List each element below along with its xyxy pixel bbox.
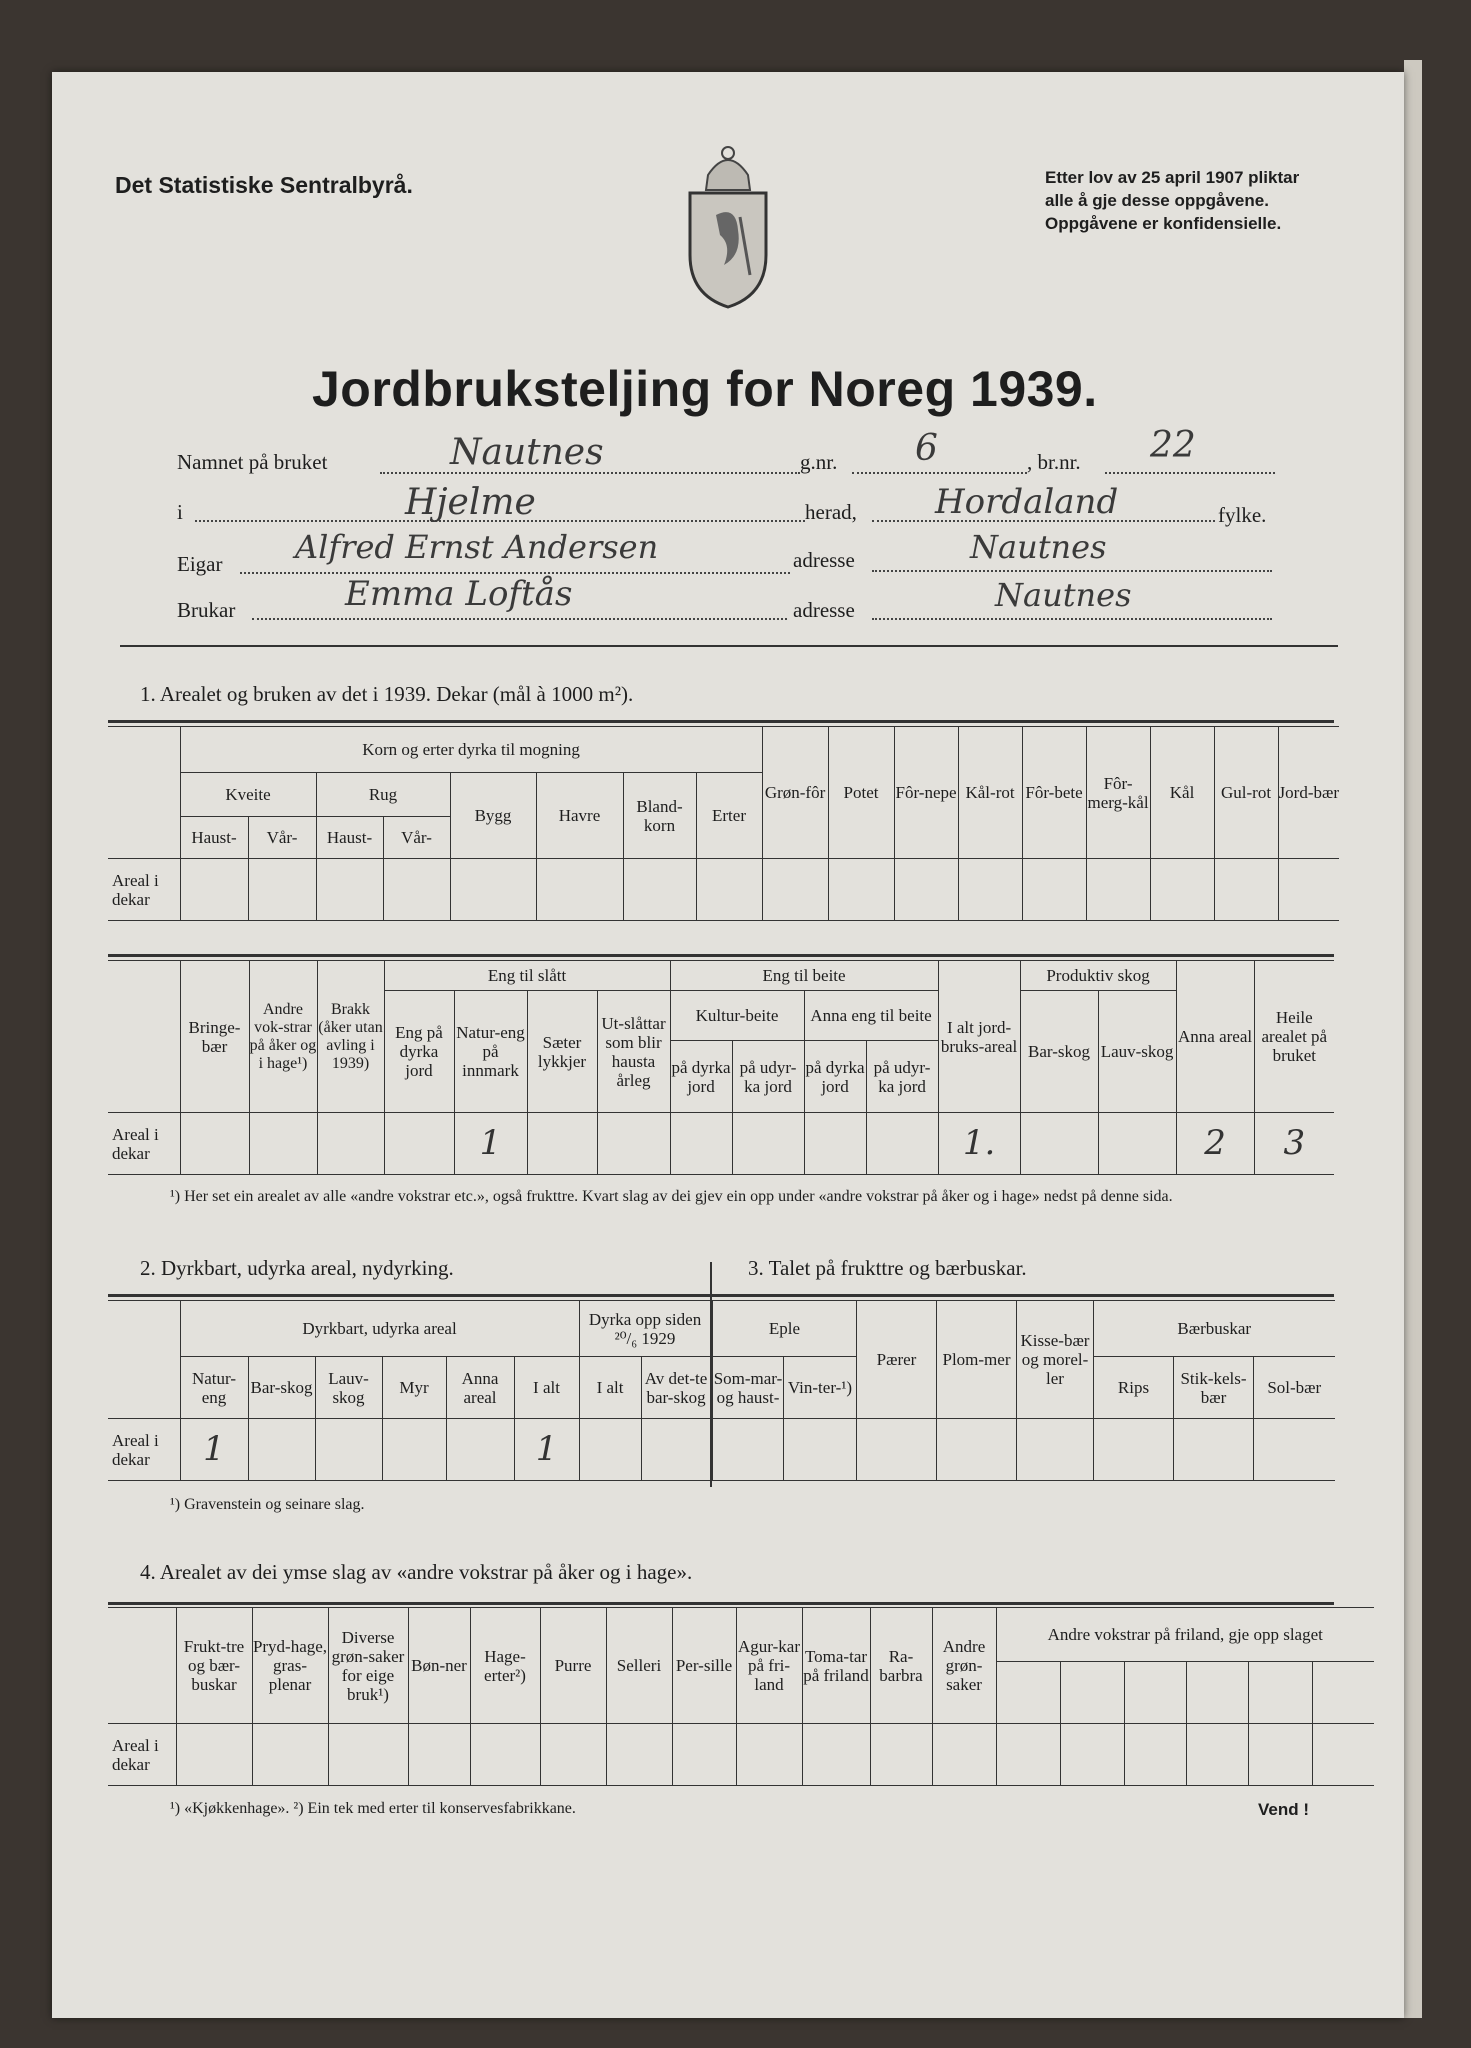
eigar-adresse-value[interactable]: Nautnes <box>970 528 1107 566</box>
cell[interactable] <box>446 1419 514 1481</box>
col-plommer: Plom-mer <box>937 1301 1017 1419</box>
slag-cell[interactable] <box>1060 1662 1124 1724</box>
cell[interactable] <box>1017 1419 1094 1481</box>
cell[interactable] <box>248 1419 315 1481</box>
col-i-alt: I alt <box>514 1357 579 1419</box>
kveite-header: Kveite <box>180 773 316 817</box>
cell[interactable] <box>670 1113 732 1175</box>
divider <box>120 645 1338 647</box>
col-kal: Kål <box>1150 727 1214 859</box>
col-blandkorn: Bland-korn <box>623 773 696 859</box>
section4-table <box>108 1607 1374 1786</box>
form-title: Jordbruksteljing for Noreg 1939. <box>312 361 1098 417</box>
col-naturleng: Natur-eng på innmark <box>454 991 527 1113</box>
col-selleri: Selleri <box>606 1608 672 1724</box>
legal-notice <box>1045 166 1299 235</box>
col-gulrot: Gul-rot <box>1214 727 1278 859</box>
section2-rule <box>108 1294 1334 1297</box>
col-saeter: Sæter lykkjer <box>527 991 597 1113</box>
cell[interactable] <box>1278 859 1339 921</box>
col-tomatar: Toma-tar på friland <box>802 1608 870 1724</box>
section4-title: 4. Arealet av dei ymse slag av «andre vokstrar på åker og i hage». <box>140 1560 693 1584</box>
fylke-value[interactable]: Hordaland <box>935 482 1119 522</box>
col-lauvskog: Lauv-skog <box>315 1357 382 1419</box>
dyrka-opp-header: Dyrka opp siden ²⁰/₆ 1929 <box>579 1301 711 1357</box>
section2-table <box>108 1300 712 1481</box>
cell[interactable] <box>672 1724 736 1786</box>
areal-label: Areal i dekar <box>108 859 180 921</box>
col-forbete: Fôr-bete <box>1022 727 1086 859</box>
brukar-adresse-line <box>872 618 1272 620</box>
slag-cell[interactable] <box>1312 1662 1374 1724</box>
col-brakk: Brakk (åker utan avling i 1939) <box>317 961 384 1113</box>
cell[interactable] <box>316 859 383 921</box>
areal-label: Areal i dekar <box>108 1113 180 1175</box>
slag-cell[interactable] <box>1186 1662 1248 1724</box>
row-label-header <box>108 1301 180 1419</box>
cell[interactable] <box>383 859 450 921</box>
kveite-var: Vår- <box>248 817 316 859</box>
baerbuskar-header: Bærbuskar <box>1094 1301 1335 1357</box>
eng-slatt-header: Eng til slått <box>384 961 670 991</box>
eigar-adresse-label: adresse <box>793 548 855 572</box>
cell[interactable] <box>1098 1113 1176 1175</box>
cell[interactable] <box>1248 1724 1312 1786</box>
cell[interactable] <box>762 859 828 921</box>
cell[interactable] <box>315 1419 382 1481</box>
col-anna-areal: Anna areal <box>1176 961 1254 1113</box>
col-naturleng: Natur-eng <box>180 1357 248 1419</box>
cell[interactable] <box>623 859 696 921</box>
cell[interactable] <box>1124 1724 1186 1786</box>
cell[interactable] <box>641 1419 711 1481</box>
section1-title: 1. Arealet og bruken av det i 1939. Dekar (mål à 1000 m²). <box>140 682 634 706</box>
cell[interactable] <box>252 1724 328 1786</box>
i-alt-value[interactable]: 1. <box>938 1113 1020 1175</box>
areal-label: Areal i dekar <box>108 1724 176 1786</box>
cell[interactable] <box>180 1113 249 1175</box>
brnr-label: , br.nr. <box>1027 450 1081 474</box>
andre-friland-header: Andre vokstrar på friland, gje opp slaget <box>996 1608 1374 1662</box>
slag-cell[interactable] <box>1124 1662 1186 1724</box>
namnet-label: Namnet på bruket <box>177 450 328 474</box>
col-formergkal: Fôr-merg-kål <box>1086 727 1150 859</box>
cell[interactable] <box>736 1724 802 1786</box>
brukar-adresse-value[interactable]: Nautnes <box>995 576 1132 614</box>
naturleng-value[interactable]: 1 <box>454 1113 527 1175</box>
brukar-label: Brukar <box>177 598 236 622</box>
cell[interactable] <box>527 1113 597 1175</box>
cell[interactable] <box>1020 1113 1098 1175</box>
cell[interactable] <box>384 1113 454 1175</box>
col-anna-areal: Anna areal <box>446 1357 514 1419</box>
cell[interactable] <box>328 1724 408 1786</box>
section3-footnote: ¹) Gravenstein og seinare slag. <box>170 1496 365 1513</box>
col-eng-dyrka: Eng på dyrka jord <box>384 991 454 1113</box>
col-dyrka-i-alt: I alt <box>579 1357 641 1419</box>
legal-line-1: Etter lov av 25 april 1907 pliktar <box>1045 168 1300 187</box>
col-rabarbra: Ra-barbra <box>870 1608 932 1724</box>
col-solbaer: Sol-bær <box>1254 1357 1335 1419</box>
kulturbeite-header: Kultur-beite <box>670 991 804 1041</box>
cell[interactable] <box>470 1724 540 1786</box>
cell[interactable] <box>1312 1724 1374 1786</box>
slag-cell[interactable] <box>1248 1662 1312 1724</box>
cell[interactable] <box>536 859 623 921</box>
col-bringebaer: Bringe-bær <box>180 961 249 1113</box>
col-av-dette: Av det-te bar-skog <box>641 1357 711 1419</box>
page-edge <box>1404 60 1422 2018</box>
eigar-adresse-line <box>872 570 1272 572</box>
cell[interactable] <box>894 859 958 921</box>
cell[interactable] <box>996 1724 1060 1786</box>
cell[interactable] <box>606 1724 672 1786</box>
row-label-header <box>108 1608 176 1724</box>
cell[interactable] <box>784 1419 857 1481</box>
col-kisseber: Kisse-bær og morel-ler <box>1017 1301 1094 1419</box>
col-agurkar: Agur-kar på fri-land <box>736 1608 802 1724</box>
cell[interactable] <box>732 1113 804 1175</box>
cell[interactable] <box>1186 1724 1248 1786</box>
col-gronfor: Grøn-fôr <box>762 727 828 859</box>
brnr-value[interactable]: 22 <box>1150 425 1196 466</box>
anna-eng-header: Anna eng til beite <box>804 991 938 1041</box>
kultur-dyrka: på dyrka jord <box>670 1041 732 1113</box>
herad-value[interactable]: Hjelme <box>405 482 536 523</box>
section4-footnote: ¹) «Kjøkkenhage». ²) Ein tek med erter til konservesfabrikkane. <box>170 1800 576 1817</box>
section1-footnote: ¹) Her set ein arealet av alle «andre vokstrar etc.», også frukttre. Kvart slag av dei gjev ein opp under «andre vokstrar på åker og i hage» nedst på denne sida. <box>170 1188 1173 1205</box>
coat-of-arms-icon <box>680 135 776 310</box>
cell[interactable] <box>1086 859 1150 921</box>
vend-label: Vend ! <box>1258 1800 1310 1819</box>
col-rips: Rips <box>1094 1357 1174 1419</box>
namnet-value[interactable]: Nautnes <box>450 432 604 473</box>
eng-beite-header: Eng til beite <box>670 961 938 991</box>
legal-line-2: alle å gje desse oppgåvene. <box>1045 191 1269 210</box>
cell[interactable] <box>870 1724 932 1786</box>
cell[interactable] <box>317 1113 384 1175</box>
col-hageerter: Hage-erter²) <box>470 1608 540 1724</box>
col-heile-arealet: Heile arealet på bruket <box>1254 961 1334 1113</box>
col-potet: Potet <box>828 727 894 859</box>
cell[interactable] <box>1094 1419 1174 1481</box>
row-label-header <box>108 961 180 1113</box>
col-vinter: Vin-ter-¹) <box>784 1357 857 1419</box>
cell[interactable] <box>450 859 536 921</box>
anna-dyrka: på dyrka jord <box>804 1041 866 1113</box>
i-alt-value[interactable]: 1 <box>514 1419 579 1481</box>
fylke-label: fylke. <box>1218 503 1267 527</box>
rug-header: Rug <box>316 773 450 817</box>
eigar-value[interactable]: Alfred Ernst Andersen <box>295 528 659 566</box>
dyrkbart-header: Dyrkbart, udyrka areal <box>180 1301 579 1357</box>
col-prydhage: Pryd-hage, gras-plenar <box>252 1608 328 1724</box>
col-paerer: Pærer <box>857 1301 937 1419</box>
col-i-alt-jordbruk: I alt jord-bruks-areal <box>938 961 1020 1113</box>
col-persille: Per-sille <box>672 1608 736 1724</box>
rug-haust: Haust- <box>316 817 383 859</box>
col-utslattar: Ut-slåttar som blir hausta årleg <box>597 991 670 1113</box>
section1-table-a <box>108 726 1339 921</box>
kveite-haust: Haust- <box>180 817 248 859</box>
anna-udyrka: på udyr-ka jord <box>866 1041 938 1113</box>
col-stikkelsbaer: Stik-kels-bær <box>1174 1357 1254 1419</box>
section1-rule-b <box>108 954 1334 957</box>
col-bonner: Bøn-ner <box>408 1608 470 1724</box>
col-fornepe: Fôr-nepe <box>894 727 958 859</box>
slag-cell[interactable] <box>996 1662 1060 1724</box>
col-jordbaer: Jord-bær <box>1278 727 1339 859</box>
section3-table <box>712 1300 1335 1481</box>
col-andre-gronsaker: Andre grøn-saker <box>932 1608 996 1724</box>
legal-line-3: Oppgåvene er konfidensielle. <box>1045 214 1282 233</box>
eple-header: Eple <box>713 1301 857 1357</box>
col-barskog: Bar-skog <box>1020 991 1098 1113</box>
col-purre: Purre <box>540 1608 606 1724</box>
cell[interactable] <box>408 1724 470 1786</box>
section1-table-b <box>108 960 1334 1175</box>
cell[interactable] <box>696 859 762 921</box>
col-barskog: Bar-skog <box>248 1357 315 1419</box>
rug-var: Vår- <box>383 817 450 859</box>
col-andre-vokstrar: Andre vok-strar på åker og i hage¹) <box>249 961 317 1113</box>
brukar-adresse-label: adresse <box>793 598 855 622</box>
cell[interactable] <box>1214 859 1278 921</box>
cell[interactable] <box>249 1113 317 1175</box>
korn-header: Korn og erter dyrka til mogning <box>180 727 762 773</box>
brukar-line <box>252 618 787 620</box>
kultur-udyrka: på udyr-ka jord <box>732 1041 804 1113</box>
col-erter: Erter <box>696 773 762 859</box>
cell[interactable] <box>828 859 894 921</box>
row-label-header <box>108 727 180 859</box>
brnr-line <box>1105 472 1275 474</box>
cell[interactable] <box>932 1724 996 1786</box>
produktiv-skog-header: Produktiv skog <box>1020 961 1176 991</box>
naturleng-value[interactable]: 1 <box>180 1419 248 1481</box>
section3-title: 3. Talet på frukttre og bærbuskar. <box>748 1256 1027 1280</box>
cell[interactable] <box>176 1724 252 1786</box>
col-frukttre: Frukt-tre og bær-buskar <box>176 1608 252 1724</box>
col-diverse: Diverse grøn-saker for eige bruk¹) <box>328 1608 408 1724</box>
col-sommar: Som-mar-og haust- <box>713 1357 784 1419</box>
anna-areal-value[interactable]: 2 <box>1176 1113 1254 1175</box>
areal-label: Areal i dekar <box>108 1419 180 1481</box>
gnr-value[interactable]: 6 <box>915 428 938 469</box>
col-kalrot: Kål-rot <box>958 727 1022 859</box>
col-lauvskog: Lauv-skog <box>1098 991 1176 1113</box>
brukar-value[interactable]: Emma Loftås <box>345 574 573 614</box>
cell[interactable] <box>248 859 316 921</box>
col-bygg: Bygg <box>450 773 536 859</box>
cell[interactable] <box>1022 859 1086 921</box>
heile-arealet-value[interactable]: 3 <box>1254 1113 1334 1175</box>
i-label: i <box>177 500 183 524</box>
cell[interactable] <box>1060 1724 1124 1786</box>
gnr-label: g.nr. <box>800 450 838 474</box>
cell[interactable] <box>1254 1419 1335 1481</box>
cell[interactable] <box>540 1724 606 1786</box>
col-myr: Myr <box>382 1357 446 1419</box>
col-havre: Havre <box>536 773 623 859</box>
agency-name: Det Statistiske Sentralbyrå. <box>115 172 413 198</box>
herad-label: herad, <box>805 500 857 524</box>
gnr-line <box>852 472 1027 474</box>
cell[interactable] <box>713 1419 784 1481</box>
cell[interactable] <box>1150 859 1214 921</box>
section4-rule <box>108 1602 1334 1605</box>
cell[interactable] <box>804 1113 866 1175</box>
cell[interactable] <box>866 1113 938 1175</box>
eigar-label: Eigar <box>177 552 223 576</box>
section1-rule <box>108 720 1334 723</box>
cell[interactable] <box>958 859 1022 921</box>
section2-title: 2. Dyrkbart, udyrka areal, nydyrking. <box>140 1256 454 1280</box>
cell[interactable] <box>597 1113 670 1175</box>
cell[interactable] <box>180 859 248 921</box>
cell[interactable] <box>937 1419 1017 1481</box>
cell[interactable] <box>802 1724 870 1786</box>
cell[interactable] <box>382 1419 446 1481</box>
cell[interactable] <box>857 1419 937 1481</box>
cell[interactable] <box>1174 1419 1254 1481</box>
cell[interactable] <box>579 1419 641 1481</box>
